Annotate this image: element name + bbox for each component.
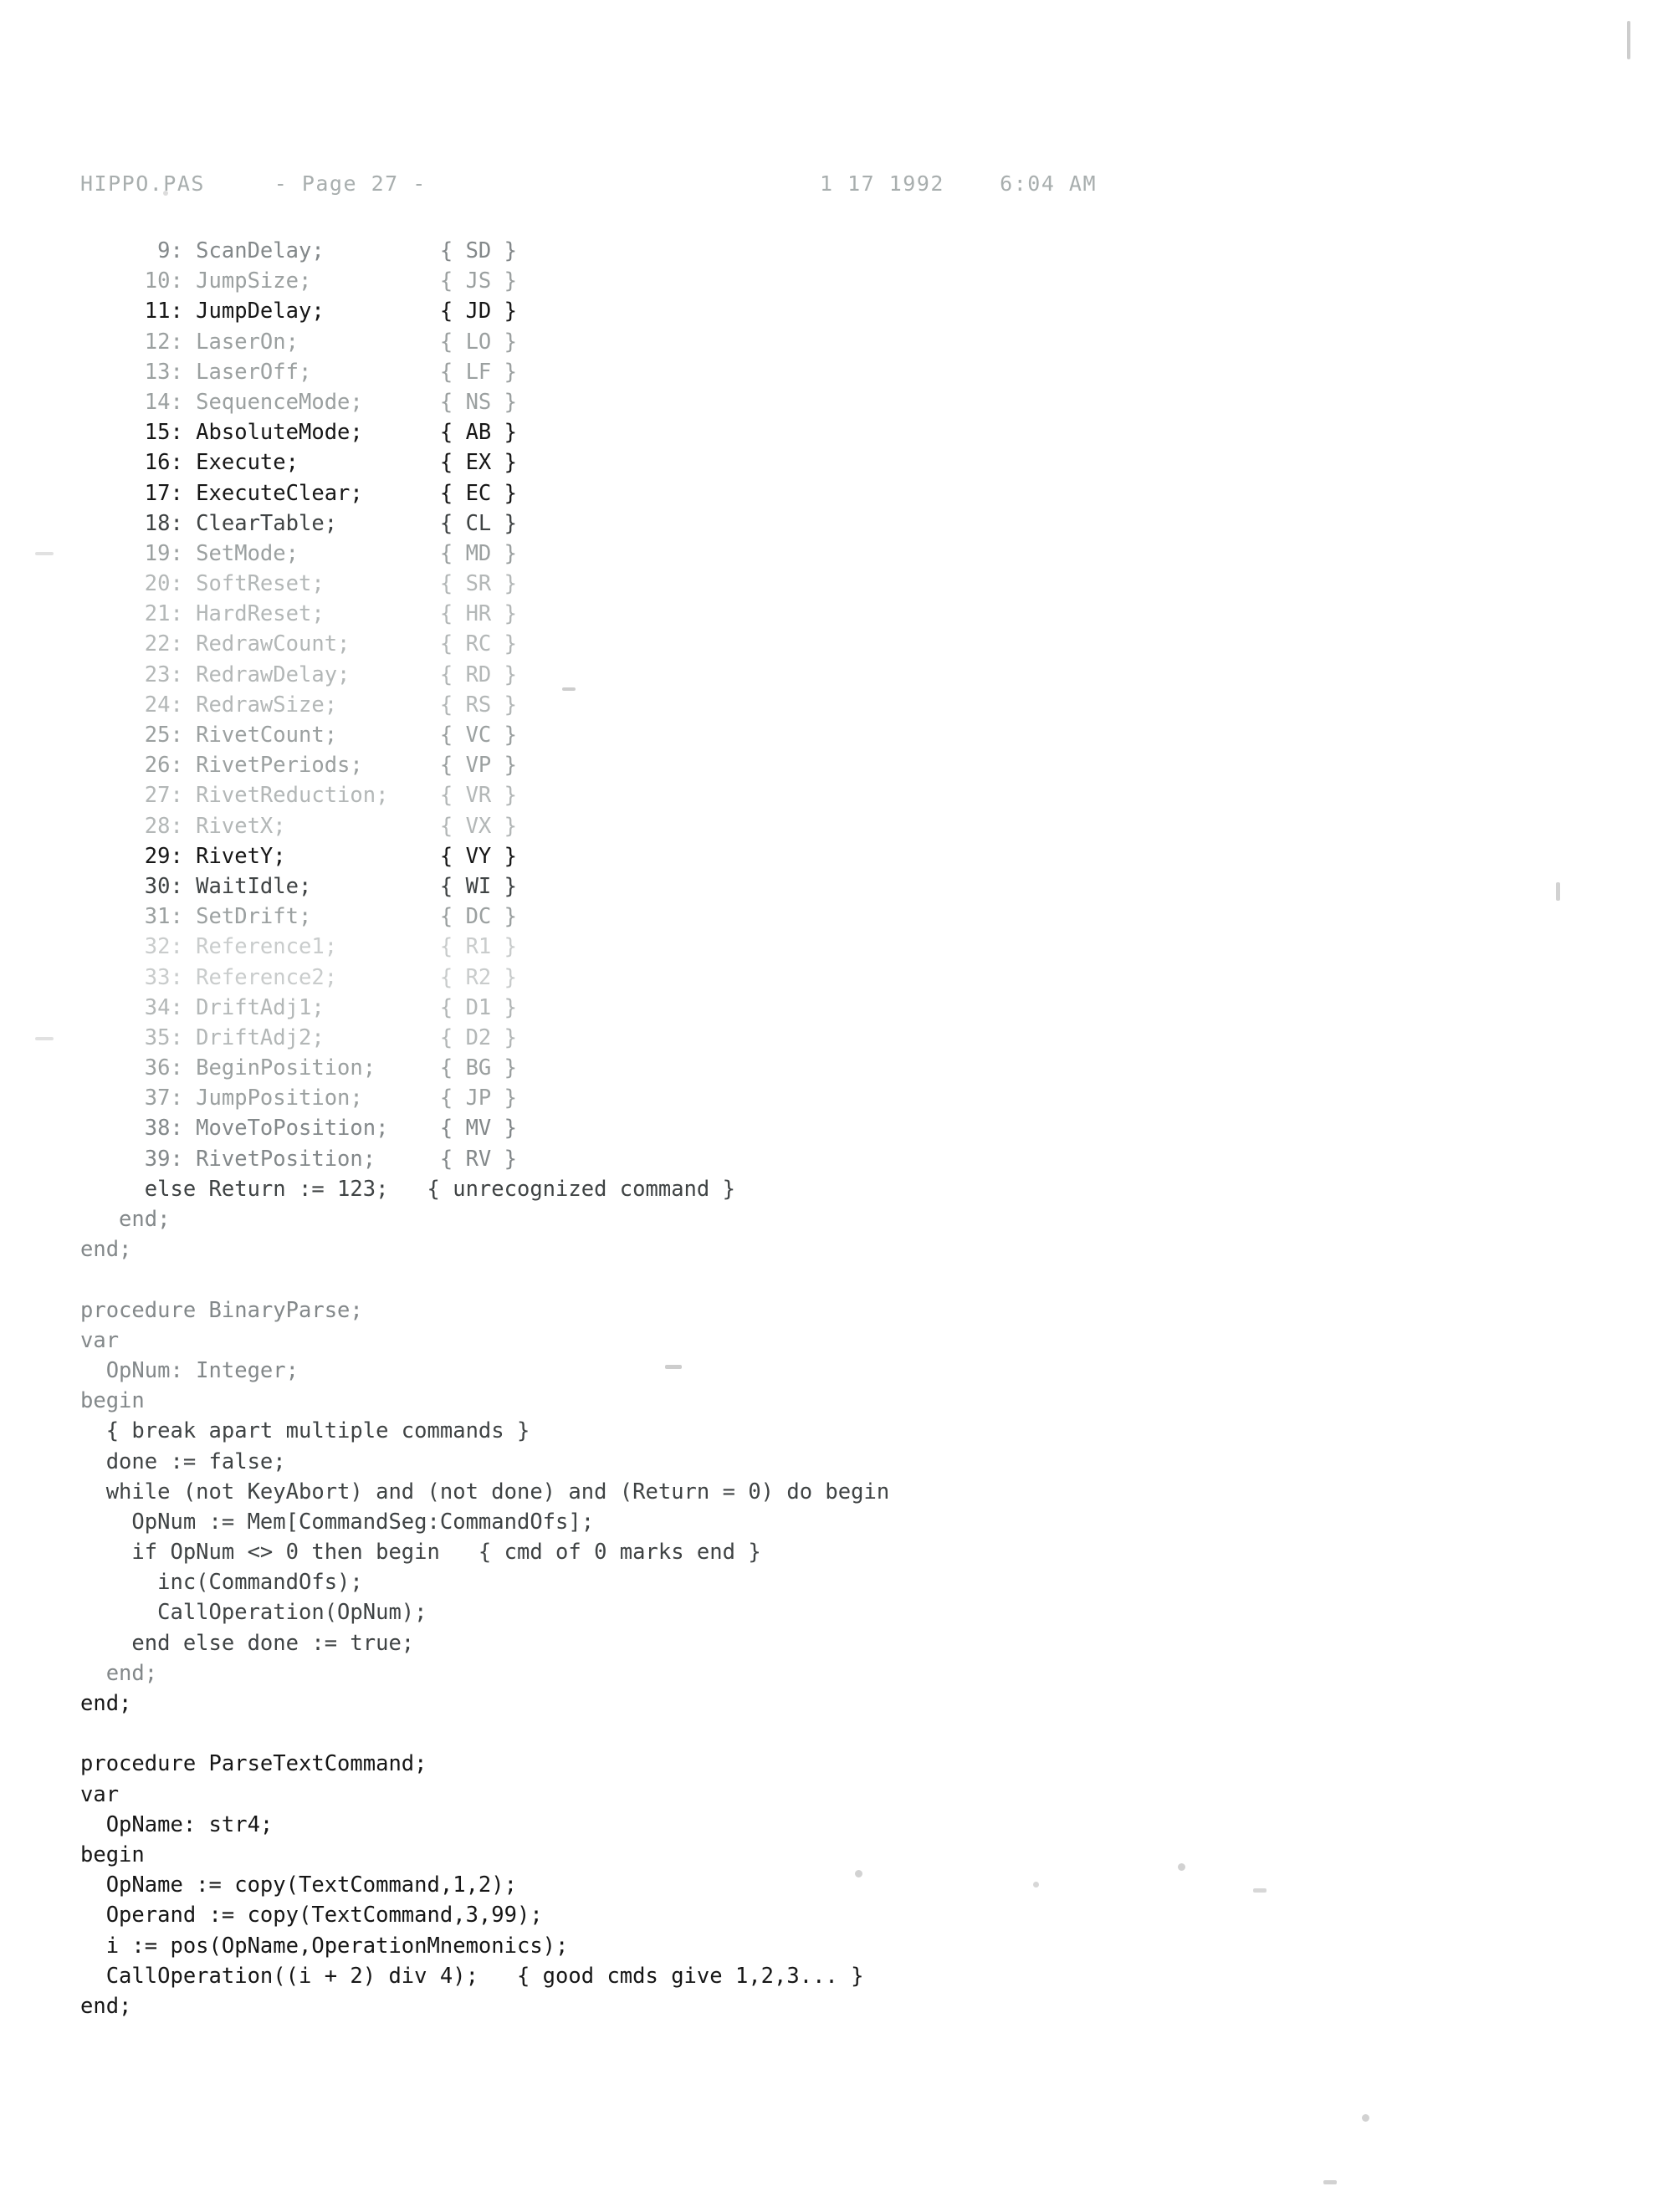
code-line: 23: RedrawDelay; { RD } xyxy=(80,662,517,687)
code-line: CallOperation((i + 2) div 4); { good cmds give 1,2,3... } xyxy=(80,1963,864,1989)
code-line: CallOperation(OpNum); xyxy=(80,1600,427,1626)
code-line: 36: BeginPosition; { BG } xyxy=(80,1055,517,1081)
code-line: var xyxy=(80,1327,120,1353)
code-line: 31: SetDrift; { DC } xyxy=(80,904,517,930)
code-line: end; xyxy=(80,1993,132,2019)
code-line: else Return := 123; { unrecognized command } xyxy=(80,1176,735,1202)
code-line: 11: JumpDelay; { JD } xyxy=(80,299,517,324)
scan-artifact xyxy=(35,552,54,555)
code-line: OpNum: Integer; xyxy=(80,1357,299,1383)
code-line: OpNum := Mem[CommandSeg:CommandOfs]; xyxy=(80,1509,595,1535)
code-line: 15: AbsoluteMode; { AB } xyxy=(80,420,517,446)
code-line: begin xyxy=(80,1388,145,1414)
code-line: 17: ExecuteClear; { EC } xyxy=(80,480,517,506)
code-line: 32: Reference1; { R1 } xyxy=(80,934,517,960)
code-line: 18: ClearTable; { CL } xyxy=(80,510,517,536)
code-line: 29: RivetY; { VY } xyxy=(80,843,517,869)
code-line: 14: SequenceMode; { NS } xyxy=(80,389,517,415)
code-line: 38: MoveToPosition; { MV } xyxy=(80,1116,517,1142)
scan-artifact xyxy=(1033,1882,1039,1888)
code-line: OpName: str4; xyxy=(80,1811,274,1837)
code-line xyxy=(80,1719,889,1749)
page-header-left: HIPPO.PAS - Page 27 - xyxy=(80,171,427,196)
code-line: OpName := copy(TextCommand,1,2); xyxy=(80,1872,517,1898)
code-line: 27: RivetReduction; { VR } xyxy=(80,783,517,809)
code-line: 34: DriftAdj1; { D1 } xyxy=(80,994,517,1020)
scan-artifact xyxy=(1362,2114,1369,2122)
scan-artifact xyxy=(665,1365,682,1369)
code-line: 12: LaserOn; { LO } xyxy=(80,329,517,355)
code-line: procedure ParseTextCommand; xyxy=(80,1751,427,1777)
code-line: 16: Execute; { EX } xyxy=(80,450,517,476)
code-line: 28: RivetX; { VX } xyxy=(80,813,517,839)
code-line: end; xyxy=(80,1691,132,1716)
code-line xyxy=(80,1264,889,1295)
code-line: 30: WaitIdle; { WI } xyxy=(80,873,517,899)
code-line: i := pos(OpName,OperationMnemonics); xyxy=(80,1933,569,1959)
scan-artifact xyxy=(1178,1863,1185,1871)
code-line: 9: ScanDelay; { SD } xyxy=(80,238,517,263)
code-line: if OpNum <> 0 then begin { cmd of 0 marks end } xyxy=(80,1540,761,1566)
code-line: var xyxy=(80,1781,120,1807)
code-line: Operand := copy(TextCommand,3,99); xyxy=(80,1903,543,1928)
code-line: 19: SetMode; { MD } xyxy=(80,540,517,566)
page-header-right: 1 17 1992 6:04 AM xyxy=(820,171,1098,196)
scan-artifact xyxy=(855,1870,862,1877)
scan-artifact xyxy=(562,687,576,691)
scan-artifact xyxy=(1627,21,1630,59)
scan-artifact xyxy=(1556,882,1560,901)
code-line: procedure BinaryParse; xyxy=(80,1297,363,1323)
code-line: inc(CommandOfs); xyxy=(80,1570,363,1596)
code-line: end; xyxy=(80,1660,158,1686)
scan-artifact xyxy=(1253,1888,1267,1893)
code-line: { break apart multiple commands } xyxy=(80,1418,530,1444)
code-line: 13: LaserOff; { LF } xyxy=(80,359,517,385)
code-line: 10: JumpSize; { JS } xyxy=(80,268,517,294)
code-line: 37: JumpPosition; { JP } xyxy=(80,1086,517,1111)
code-line: end; xyxy=(80,1237,132,1263)
scan-artifact xyxy=(163,191,168,196)
code-line: 22: RedrawCount; { RC } xyxy=(80,631,517,657)
scan-artifact xyxy=(1323,2180,1337,2184)
code-line: 25: RivetCount; { VC } xyxy=(80,723,517,748)
code-line: 24: RedrawSize; { RS } xyxy=(80,692,517,718)
code-line: end else done := true; xyxy=(80,1630,415,1656)
code-line: 26: RivetPeriods; { VP } xyxy=(80,753,517,779)
code-line: 21: HardReset; { HR } xyxy=(80,601,517,627)
source-code-listing xyxy=(80,236,889,2021)
code-line: 35: DriftAdj2; { D2 } xyxy=(80,1024,517,1050)
code-line: end; xyxy=(80,1207,171,1232)
code-line: while (not KeyAbort) and (not done) and (Return = 0) do begin xyxy=(80,1479,890,1504)
code-line: done := false; xyxy=(80,1448,286,1474)
code-line: 33: Reference2; { R2 } xyxy=(80,964,517,990)
code-line: 39: RivetPosition; { RV } xyxy=(80,1146,517,1172)
code-line: 20: SoftReset; { SR } xyxy=(80,571,517,597)
scan-artifact xyxy=(35,1037,54,1040)
code-line: begin xyxy=(80,1842,145,1867)
